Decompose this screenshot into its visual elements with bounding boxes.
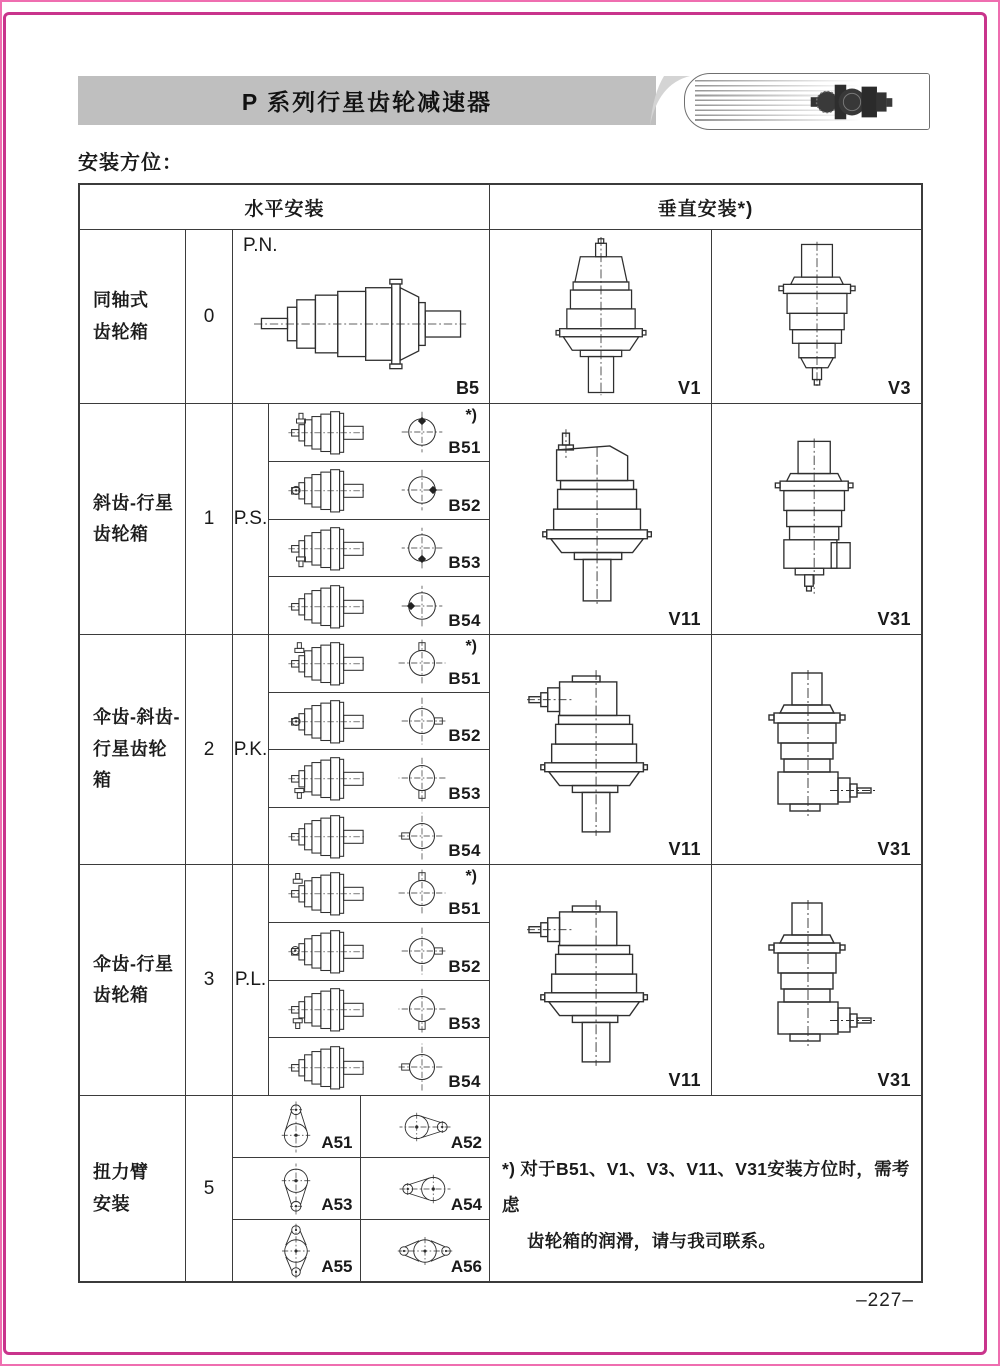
drawing-cell-b54: B54 xyxy=(269,1038,489,1095)
drawing-cell-a54: A54 xyxy=(361,1158,490,1219)
drawing-label: V31 xyxy=(877,839,911,859)
drawing-cell-v11 xyxy=(490,404,712,635)
horizontal-gearbox-drawing xyxy=(254,268,468,380)
position-number: 0 xyxy=(186,230,233,404)
drawing-cell-a56: A56 xyxy=(361,1220,490,1281)
shaft-position-circle xyxy=(397,926,447,976)
gearbox-side-view xyxy=(283,810,375,862)
shaft-position-circle xyxy=(397,581,447,631)
drawing-cell-b51: *) B51 xyxy=(269,865,489,923)
torque-arm-drawing xyxy=(397,1223,453,1279)
drawing-label: V3 xyxy=(887,378,911,398)
position-number: 1 xyxy=(186,404,233,635)
gearbox-side-view xyxy=(283,695,375,747)
drawing-label: V1 xyxy=(677,378,701,398)
drawing-cell-v11 xyxy=(490,635,712,865)
vertical-gearbox-v11-drawing xyxy=(527,425,675,613)
vertical-gearbox-v31-drawing xyxy=(742,670,892,830)
drawing-cell-v31 xyxy=(712,635,921,865)
gearbox-side-view xyxy=(283,867,375,919)
position-number: 2 xyxy=(186,635,233,865)
row-label-helical-planetary: 斜齿-行星 齿轮箱 xyxy=(80,404,186,635)
torque-arm-drawing xyxy=(269,1100,323,1154)
torque-arm-drawing xyxy=(398,1162,452,1216)
vertical-gearbox-v3-drawing xyxy=(749,241,885,393)
drawing-cell-a55: A55 xyxy=(233,1220,361,1281)
shaft-position-circle xyxy=(397,523,447,573)
drawing-cell-v1 xyxy=(490,230,712,404)
gearbox-side-view xyxy=(283,406,375,458)
gearbox-side-view xyxy=(283,752,375,804)
drawing-cell-a53: A53 xyxy=(233,1158,361,1219)
drawing-cell-b53: B53 xyxy=(269,520,489,578)
drawing-cell-b51: *) B51 xyxy=(269,404,489,462)
shaft-position-circle xyxy=(397,1042,447,1092)
row-label-bevel-planetary: 伞齿-行星 齿轮箱 xyxy=(80,865,186,1096)
vertical-gearbox-v11-drawing xyxy=(527,657,675,843)
gearbox-side-view xyxy=(283,1041,375,1093)
vertical-gearbox-v11-drawing xyxy=(527,887,675,1073)
type-code-pk: P.K. xyxy=(233,635,269,865)
a-position-grid xyxy=(233,1096,490,1281)
drawing-cell-v3 xyxy=(712,230,921,404)
gearbox-side-view xyxy=(283,983,375,1035)
drawing-cell-v31 xyxy=(712,404,921,635)
torque-arm-drawing xyxy=(398,1100,452,1154)
b-position-column xyxy=(269,635,490,865)
torque-arm-drawing xyxy=(268,1223,324,1279)
page-number: –227– xyxy=(856,1290,914,1311)
position-number: 3 xyxy=(186,865,233,1096)
gearbox-side-view xyxy=(283,580,375,632)
gearbox-side-view xyxy=(283,637,375,689)
drawing-cell-v11 xyxy=(490,865,712,1096)
vertical-gearbox-v1-drawing xyxy=(533,237,669,397)
drawing-label: V11 xyxy=(668,1070,701,1090)
shaft-position-circle xyxy=(397,696,447,746)
page-title: P 系列行星齿轮减速器 xyxy=(241,89,493,115)
column-header-vertical: 垂直安装*) xyxy=(490,185,921,230)
drawing-cell-a52: A52 xyxy=(361,1096,490,1157)
section-label: 安装方位： xyxy=(78,152,183,174)
shaft-position-circle xyxy=(397,407,447,457)
type-code-pn: P.N. xyxy=(243,235,278,256)
drawing-cell-v31 xyxy=(712,865,921,1096)
drawing-cell-a51: A51 xyxy=(233,1096,361,1157)
lubrication-footnote: *) 对于B51、V1、V3、V11、V31安装方位时，需考虑 齿轮箱的润滑，请与我司联系。 xyxy=(502,1159,910,1251)
shaft-position-circle xyxy=(397,638,447,688)
gearbox-photo-icon xyxy=(809,78,895,126)
row-label-torque-arm: 扭力臂 安装 xyxy=(80,1096,186,1281)
torque-arm-drawing xyxy=(269,1162,323,1216)
mounting-position-table xyxy=(78,183,923,1283)
drawing-label: V31 xyxy=(877,1070,911,1090)
row-label-coaxial: 同轴式 齿轮箱 xyxy=(80,230,186,404)
logo-box xyxy=(684,73,930,130)
column-header-horizontal: 水平安装 xyxy=(80,185,490,230)
drawing-cell-b52: B52 xyxy=(269,462,489,520)
drawing-cell-b54: B54 xyxy=(269,577,489,634)
drawing-cell-b53: B53 xyxy=(269,981,489,1039)
drawing-cell-b54: B54 xyxy=(269,808,489,865)
drawing-label: B5 xyxy=(455,378,479,398)
shaft-position-circle xyxy=(397,868,447,918)
vertical-gearbox-v31-drawing xyxy=(746,433,888,605)
position-number: 5 xyxy=(186,1096,233,1281)
drawing-label: V11 xyxy=(668,839,701,859)
shaft-position-circle xyxy=(397,984,447,1034)
gearbox-side-view xyxy=(283,464,375,516)
shaft-position-circle xyxy=(397,465,447,515)
type-code-ps: P.S. xyxy=(233,404,269,635)
gearbox-side-view xyxy=(283,925,375,977)
type-code-pl: P.L. xyxy=(233,865,269,1096)
drawing-cell-b51: *) B51 xyxy=(269,635,489,693)
drawing-cell-b53: B53 xyxy=(269,750,489,808)
drawing-label: V11 xyxy=(668,609,701,629)
drawing-cell-b5 xyxy=(233,230,490,404)
drawing-label: V31 xyxy=(877,609,911,629)
header-bar xyxy=(78,76,656,125)
drawing-cell-b52: B52 xyxy=(269,923,489,981)
row-label-bevel-helical-planetary: 伞齿-斜齿- 行星齿轮箱 xyxy=(80,635,186,865)
gearbox-side-view xyxy=(283,522,375,574)
drawing-cell-b52: B52 xyxy=(269,693,489,751)
vertical-gearbox-v31-drawing xyxy=(742,900,892,1060)
shaft-position-circle xyxy=(397,753,447,803)
shaft-position-circle xyxy=(397,811,447,861)
b-position-column xyxy=(269,404,490,635)
b-position-column xyxy=(269,865,490,1096)
